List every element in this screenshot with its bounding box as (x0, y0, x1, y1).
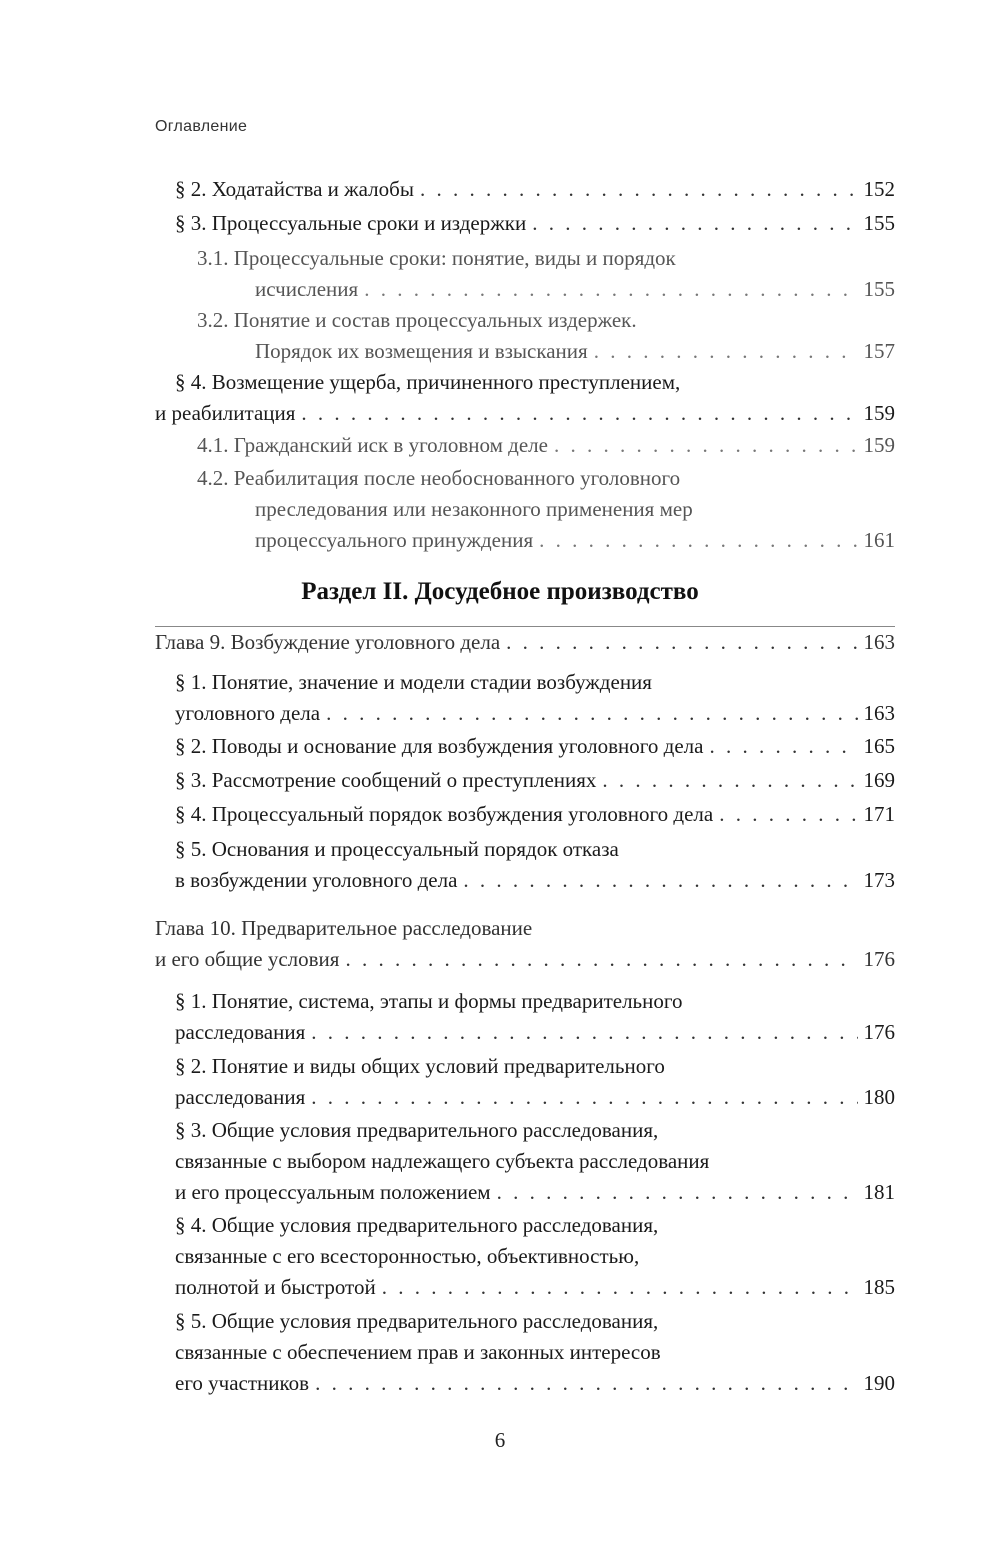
toc-entry-page: 152 (863, 177, 895, 201)
toc-entry-page: 190 (863, 1371, 895, 1395)
dot-leader (506, 627, 857, 658)
toc-entry-last-line (0, 799, 895, 830)
toc-entry (0, 208, 895, 239)
toc-entry (0, 1210, 895, 1303)
toc-entry-last-line (0, 398, 895, 429)
toc-entry (0, 243, 895, 305)
toc-entry-title: процессуального принуждения (255, 528, 534, 552)
toc-entry-last-line (0, 698, 895, 729)
toc-entry-page: 171 (863, 802, 895, 826)
dot-leader (709, 731, 857, 762)
toc-entry (0, 1051, 895, 1113)
dot-leader (497, 1177, 858, 1208)
toc-entry-last-line (0, 336, 895, 367)
toc-entry-line (0, 1115, 895, 1146)
dot-leader (594, 336, 858, 367)
toc-entry-page: 159 (863, 401, 895, 425)
toc-entry-last-line (0, 627, 895, 658)
toc-entry-page: 180 (863, 1085, 895, 1109)
toc-entry-title: § 1. Понятие, система, этапы и формы предварительного (175, 989, 683, 1013)
toc-entry-title: уголовного дела (175, 701, 321, 725)
toc-entry-line (0, 1146, 895, 1177)
toc-entry (0, 913, 895, 975)
dot-leader (719, 799, 857, 830)
dot-leader (326, 698, 857, 729)
toc-entry-title: § 4. Процессуальный порядок возбуждения уголовного дела (175, 802, 714, 826)
toc-entry-page: 181 (863, 1180, 895, 1204)
toc-entry-line (0, 986, 895, 1017)
toc-entry-line (0, 1306, 895, 1337)
toc-entry-page: 163 (863, 630, 895, 654)
dot-leader (382, 1272, 858, 1303)
toc-entry-title: расследования (175, 1085, 306, 1109)
toc-entry (0, 463, 895, 556)
toc-entry (0, 430, 895, 461)
toc-entry-title: связанные с выбором надлежащего субъекта расследования (175, 1149, 710, 1173)
toc-entry (0, 667, 895, 729)
toc-entry-title: связанные с обеспечением прав и законных интересов (175, 1340, 661, 1364)
toc-entry (0, 174, 895, 205)
toc-entry-last-line (0, 274, 895, 305)
toc-entry-line (0, 494, 895, 525)
dot-leader (463, 865, 857, 896)
toc-entry (0, 1306, 895, 1399)
toc-entry-line (0, 243, 895, 274)
toc-entry-title: § 3. Рассмотрение сообщений о преступлениях (175, 768, 597, 792)
toc-entry-page: 155 (863, 277, 895, 301)
toc-entry-line (0, 1051, 895, 1082)
toc-entry-title: 4.2. Реабилитация после необоснованного уголовного (197, 466, 681, 490)
toc-entry-page: 157 (863, 339, 895, 363)
dot-leader (539, 525, 857, 556)
toc-entry (0, 367, 895, 429)
toc-entry-page: 176 (863, 1020, 895, 1044)
toc-entry-last-line (0, 1082, 895, 1113)
toc-entry-title: § 4. Общие условия предварительного расследования, (175, 1213, 659, 1237)
toc-entry-title: и реабилитация (155, 401, 296, 425)
toc-entry-page: 185 (863, 1275, 895, 1299)
dot-leader (345, 944, 857, 975)
dot-leader (311, 1082, 857, 1113)
toc-entry-line (0, 913, 895, 944)
toc-entry-title: 3.1. Процессуальные сроки: понятие, виды и порядок (197, 246, 676, 270)
toc-entry-title: Глава 10. Предварительное расследование (155, 916, 533, 940)
toc-entry-last-line (0, 430, 895, 461)
toc-entry-line (0, 1241, 895, 1272)
toc-entry-title: его участников (175, 1371, 310, 1395)
toc-entry-last-line (0, 944, 895, 975)
toc-entry-title: § 5. Основания и процессуальный порядок отказа (175, 837, 619, 861)
toc-entry (0, 986, 895, 1048)
toc-entry-title: § 1. Понятие, значение и модели стадии возбуждения (175, 670, 652, 694)
toc-entry-title: Глава 9. Возбуждение уголовного дела (155, 630, 501, 654)
toc-entry-title: § 2. Понятие и виды общих условий предварительного (175, 1054, 665, 1078)
toc-entry-page: 161 (863, 528, 895, 552)
toc-entry-line (0, 667, 895, 698)
toc-entry-page: 155 (863, 211, 895, 235)
toc-entry-title: § 5. Общие условия предварительного расследования, (175, 1309, 659, 1333)
toc-entry-title: § 4. Возмещение ущерба, причиненного преступлением, (175, 370, 681, 394)
toc-entry-last-line (0, 731, 895, 762)
toc-entry-title: § 2. Поводы и основание для возбуждения уголовного дела (175, 734, 704, 758)
dot-leader (301, 398, 857, 429)
toc-entry-title: полнотой и быстротой (175, 1275, 376, 1299)
toc-entry-last-line (0, 1368, 895, 1399)
toc-entry-page: 159 (863, 433, 895, 457)
dot-leader (315, 1368, 857, 1399)
toc-entry-title: § 3. Процессуальные сроки и издержки (175, 211, 527, 235)
toc-entry-line (0, 367, 895, 398)
toc-entry-page: 173 (863, 868, 895, 892)
toc-entry-page: 169 (863, 768, 895, 792)
toc-entry-last-line (0, 1272, 895, 1303)
toc-entry-title: преследования или незаконного применения мер (255, 497, 693, 521)
dot-leader (364, 274, 857, 305)
toc-entry-title: и его процессуальным положением (175, 1180, 491, 1204)
toc-entry-last-line (0, 1177, 895, 1208)
toc-entry-title: § 2. Ходатайства и жалобы (175, 177, 414, 201)
toc-entry-title: связанные с его всесторонностью, объективностью, (175, 1244, 640, 1268)
toc-entry (0, 731, 895, 762)
toc-entry-title: исчисления (255, 277, 359, 301)
toc-entry-line (0, 1210, 895, 1241)
toc-entry-line (0, 463, 895, 494)
dot-leader (602, 765, 857, 796)
toc-entry-line (0, 834, 895, 865)
dot-leader (554, 430, 858, 461)
toc-entry-last-line (0, 865, 895, 896)
toc-entry-last-line (0, 174, 895, 205)
dot-leader (420, 174, 858, 205)
page-number: 6 (494, 1428, 506, 1452)
toc-entry (0, 834, 895, 896)
toc-entry (0, 799, 895, 830)
toc-entry (0, 627, 895, 658)
toc-entry-line (0, 305, 895, 336)
toc-entry-last-line (0, 525, 895, 556)
toc-entry-line (0, 1337, 895, 1368)
dot-leader (311, 1017, 857, 1048)
toc-entry (0, 1115, 895, 1208)
toc-entry (0, 765, 895, 796)
toc-entry-title: расследования (175, 1020, 306, 1044)
section-title: Раздел II. Досудебное производство (301, 578, 699, 605)
toc-entry (0, 305, 895, 367)
running-head: Оглавление (155, 118, 248, 135)
toc-entry-title: Порядок их возмещения и взыскания (255, 339, 588, 363)
section-divider (155, 626, 895, 627)
toc-entry-page: 165 (863, 734, 895, 758)
dot-leader (532, 208, 857, 239)
toc-entry-title: 3.2. Понятие и состав процессуальных издержек. (197, 308, 637, 332)
toc-entry-page: 163 (863, 701, 895, 725)
toc-entry-title: и его общие условия (155, 947, 340, 971)
toc-entry-last-line (0, 208, 895, 239)
toc-entry-title: § 3. Общие условия предварительного расследования, (175, 1118, 659, 1142)
toc-entry-page: 176 (863, 947, 895, 971)
toc-entry-title: 4.1. Гражданский иск в уголовном деле (197, 433, 548, 457)
toc-entry-title: в возбуждении уголовного дела (175, 868, 458, 892)
toc-entry-last-line (0, 1017, 895, 1048)
toc-entry-last-line (0, 765, 895, 796)
